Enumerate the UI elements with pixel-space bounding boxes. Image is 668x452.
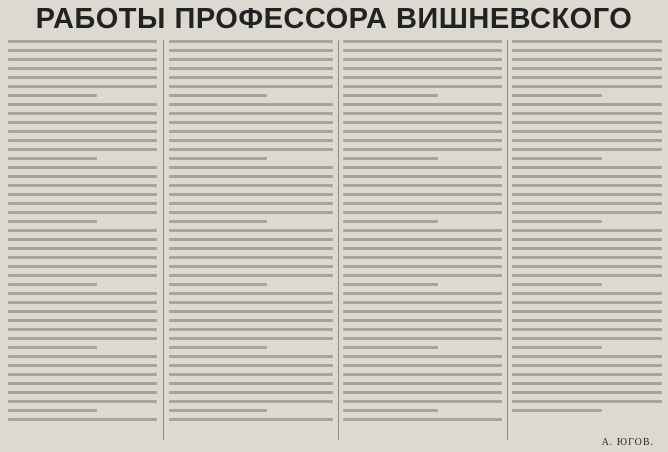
- text-line: [8, 94, 97, 97]
- text-line: [512, 292, 662, 295]
- text-line: [8, 265, 157, 268]
- text-line: [512, 265, 662, 268]
- text-line: [512, 157, 602, 160]
- text-line: [8, 274, 157, 277]
- text-line: [512, 355, 662, 358]
- text-column-3: [343, 40, 502, 434]
- text-line: [169, 310, 333, 313]
- text-line: [343, 202, 502, 205]
- column-rule: [507, 40, 508, 440]
- text-line: [8, 247, 157, 250]
- text-line: [8, 166, 157, 169]
- text-line: [512, 58, 662, 61]
- text-line: [169, 40, 333, 43]
- text-line: [512, 364, 662, 367]
- text-line: [512, 166, 662, 169]
- text-line: [343, 418, 502, 421]
- text-line: [8, 364, 157, 367]
- text-line: [169, 112, 333, 115]
- text-line: [169, 292, 333, 295]
- text-line: [8, 319, 157, 322]
- text-line: [343, 166, 502, 169]
- text-column-1: [8, 40, 157, 434]
- text-line: [8, 85, 157, 88]
- text-line: [512, 67, 662, 70]
- article-headline: РАБОТЫ ПРОФЕССОРА ВИШНЕВСКОГО: [35, 3, 633, 35]
- text-line: [512, 112, 662, 115]
- text-line: [169, 211, 333, 214]
- text-line: [343, 58, 502, 61]
- text-line: [512, 283, 602, 286]
- text-line: [8, 76, 157, 79]
- text-line: [343, 67, 502, 70]
- text-line: [343, 256, 502, 259]
- text-line: [343, 76, 502, 79]
- text-line: [169, 301, 333, 304]
- text-line: [169, 175, 333, 178]
- text-line: [512, 301, 662, 304]
- text-line: [512, 256, 662, 259]
- text-line: [343, 292, 502, 295]
- text-line: [8, 58, 157, 61]
- text-line: [8, 418, 157, 421]
- text-line: [169, 238, 333, 241]
- text-line: [8, 283, 97, 286]
- text-line: [169, 283, 267, 286]
- text-line: [8, 40, 157, 43]
- text-line: [169, 229, 333, 232]
- text-line: [343, 121, 502, 124]
- text-line: [169, 265, 333, 268]
- text-line: [169, 166, 333, 169]
- text-line: [8, 193, 157, 196]
- text-line: [169, 382, 333, 385]
- text-line: [169, 373, 333, 376]
- text-line: [169, 346, 267, 349]
- text-column-2: [169, 40, 333, 434]
- text-line: [8, 301, 157, 304]
- text-line: [169, 103, 333, 106]
- text-line: [8, 184, 157, 187]
- text-line: [512, 184, 662, 187]
- text-line: [343, 283, 438, 286]
- text-line: [169, 319, 333, 322]
- text-line: [343, 139, 502, 142]
- text-line: [8, 292, 157, 295]
- text-line: [169, 67, 333, 70]
- text-line: [169, 400, 333, 403]
- text-line: [343, 355, 502, 358]
- text-line: [343, 40, 502, 43]
- text-line: [512, 310, 662, 313]
- text-line: [8, 211, 157, 214]
- text-line: [343, 373, 502, 376]
- text-line: [169, 391, 333, 394]
- text-line: [512, 148, 662, 151]
- text-line: [343, 94, 438, 97]
- column-rule: [163, 40, 164, 440]
- text-line: [512, 400, 662, 403]
- text-line: [8, 256, 157, 259]
- text-line: [8, 400, 157, 403]
- text-line: [512, 274, 662, 277]
- text-line: [512, 337, 662, 340]
- text-line: [169, 355, 333, 358]
- text-line: [169, 418, 333, 421]
- text-line: [512, 139, 662, 142]
- text-line: [512, 238, 662, 241]
- text-line: [343, 85, 502, 88]
- text-line: [169, 193, 333, 196]
- text-line: [8, 373, 157, 376]
- text-line: [169, 337, 333, 340]
- text-line: [169, 139, 333, 142]
- text-line: [512, 220, 602, 223]
- text-line: [512, 211, 662, 214]
- text-line: [343, 211, 502, 214]
- text-line: [8, 130, 157, 133]
- text-line: [343, 130, 502, 133]
- text-line: [512, 373, 662, 376]
- text-line: [512, 94, 602, 97]
- text-line: [343, 346, 438, 349]
- text-line: [343, 265, 502, 268]
- author-signature: А. ЮГОВ.: [601, 437, 654, 448]
- text-line: [512, 319, 662, 322]
- text-line: [512, 76, 662, 79]
- text-line: [8, 391, 157, 394]
- text-line: [343, 148, 502, 151]
- column-rule: [338, 40, 339, 440]
- text-line: [343, 337, 502, 340]
- text-line: [343, 364, 502, 367]
- text-line: [8, 355, 157, 358]
- text-line: [343, 301, 502, 304]
- text-line: [169, 328, 333, 331]
- text-line: [343, 103, 502, 106]
- text-column-4: [512, 40, 662, 420]
- text-line: [343, 220, 438, 223]
- text-line: [169, 274, 333, 277]
- text-line: [343, 400, 502, 403]
- text-line: [512, 382, 662, 385]
- text-line: [8, 157, 97, 160]
- text-line: [512, 346, 602, 349]
- text-line: [169, 364, 333, 367]
- text-line: [343, 238, 502, 241]
- text-line: [512, 49, 662, 52]
- text-line: [512, 40, 662, 43]
- text-line: [343, 382, 502, 385]
- text-line: [169, 220, 267, 223]
- text-line: [8, 67, 157, 70]
- text-line: [512, 409, 602, 412]
- text-line: [343, 49, 502, 52]
- text-line: [343, 193, 502, 196]
- text-line: [8, 382, 157, 385]
- text-line: [512, 391, 662, 394]
- text-line: [343, 112, 502, 115]
- text-line: [8, 139, 157, 142]
- text-line: [512, 130, 662, 133]
- text-line: [343, 328, 502, 331]
- text-line: [8, 112, 157, 115]
- text-line: [169, 85, 333, 88]
- text-line: [169, 247, 333, 250]
- text-line: [343, 247, 502, 250]
- text-line: [169, 157, 267, 160]
- text-line: [512, 175, 662, 178]
- text-line: [8, 148, 157, 151]
- text-line: [8, 409, 97, 412]
- text-line: [169, 409, 267, 412]
- text-line: [512, 229, 662, 232]
- text-line: [512, 121, 662, 124]
- text-line: [169, 121, 333, 124]
- text-line: [343, 391, 502, 394]
- text-line: [343, 310, 502, 313]
- text-line: [343, 175, 502, 178]
- text-line: [8, 337, 157, 340]
- text-line: [169, 256, 333, 259]
- text-line: [8, 175, 157, 178]
- text-line: [512, 247, 662, 250]
- text-line: [169, 184, 333, 187]
- text-line: [343, 157, 438, 160]
- text-line: [169, 58, 333, 61]
- text-line: [8, 220, 97, 223]
- text-line: [169, 49, 333, 52]
- text-line: [8, 238, 157, 241]
- text-line: [343, 409, 438, 412]
- text-line: [343, 319, 502, 322]
- text-line: [8, 346, 97, 349]
- text-line: [512, 193, 662, 196]
- text-line: [8, 310, 157, 313]
- text-line: [512, 328, 662, 331]
- text-line: [343, 184, 502, 187]
- text-line: [8, 121, 157, 124]
- text-line: [8, 328, 157, 331]
- text-line: [169, 148, 333, 151]
- text-line: [343, 274, 502, 277]
- text-line: [512, 103, 662, 106]
- text-line: [8, 49, 157, 52]
- text-line: [8, 103, 157, 106]
- text-line: [169, 130, 333, 133]
- text-line: [8, 202, 157, 205]
- text-line: [512, 202, 662, 205]
- text-line: [169, 76, 333, 79]
- text-line: [512, 85, 662, 88]
- text-line: [8, 229, 157, 232]
- text-line: [169, 202, 333, 205]
- text-line: [169, 94, 267, 97]
- text-line: [343, 229, 502, 232]
